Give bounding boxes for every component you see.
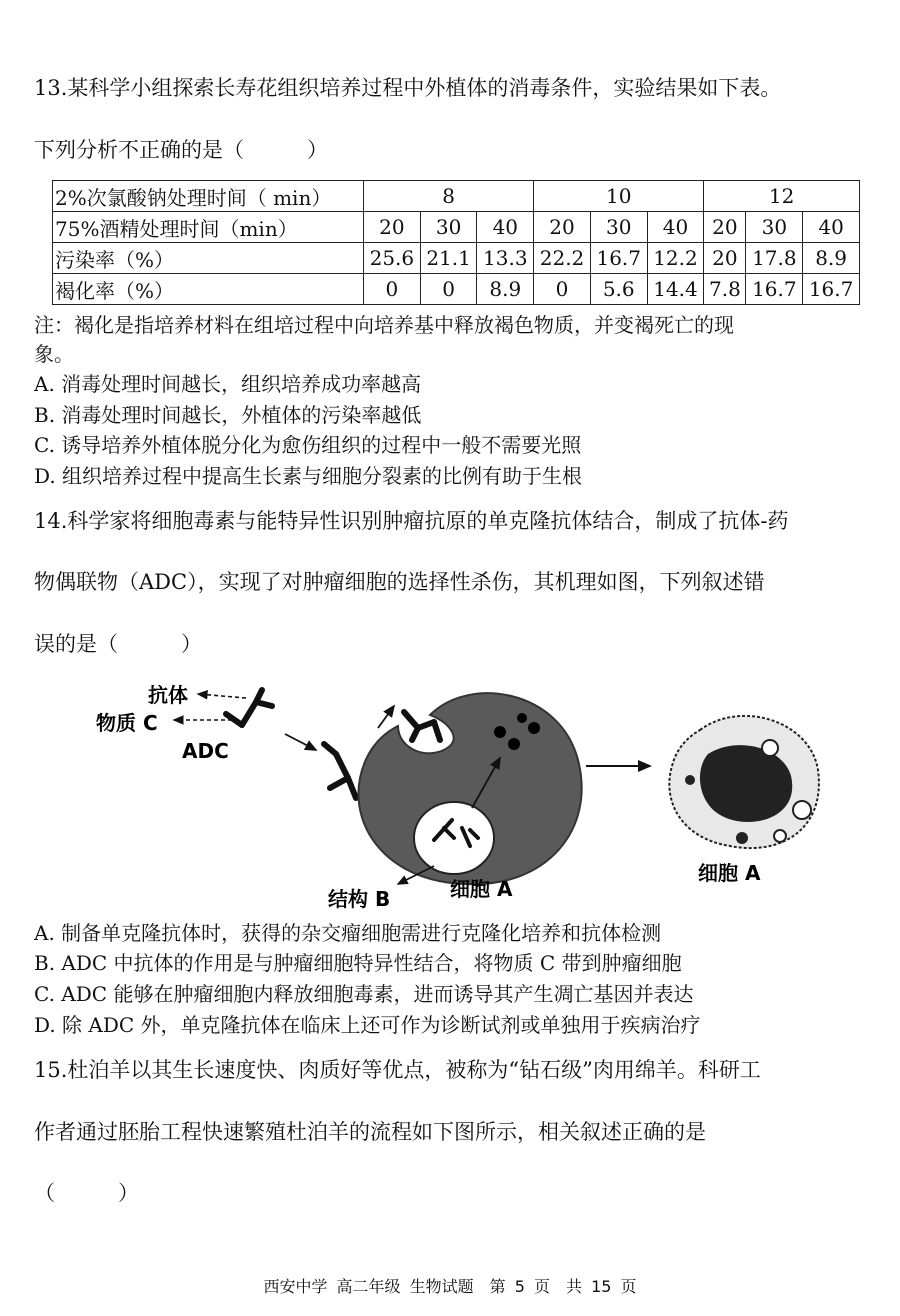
label-cell-a-left: 细胞 A xyxy=(450,877,513,901)
q15-stem-line1: 15.杜泊羊以其生长速度快、肉质好等优点，被称为“钻石级”肉用绵羊。科研工 xyxy=(34,1058,761,1082)
table-cell: 8 xyxy=(364,181,534,212)
table-cell: 0 xyxy=(420,274,477,305)
table-cell: 16.7 xyxy=(590,243,647,274)
label-adc: ADC xyxy=(182,739,229,763)
table-cell: 16.7 xyxy=(803,274,860,305)
table-cell: 16.7 xyxy=(746,274,803,305)
page-footer: 西安中学 高二年级 生物试题 第 5 页 共 15 页 xyxy=(263,1277,637,1296)
table-cell: 13.3 xyxy=(477,243,534,274)
row-label-contamination: 污染率（%） xyxy=(53,243,364,274)
table-row-alcohol xyxy=(53,212,860,243)
table-cell: 20 xyxy=(364,212,421,243)
table-cell: 30 xyxy=(590,212,647,243)
table-cell: 12 xyxy=(704,181,860,212)
label-substance-c: 物质 C xyxy=(96,711,158,735)
q15-stem-line2: 作者通过胚胎工程快速繁殖杜泊羊的流程如下图所示，相关叙述正确的是 xyxy=(34,1120,706,1144)
adc-mechanism-figure xyxy=(0,670,900,920)
row-label-browning: 褐化率（%） xyxy=(53,274,364,305)
table-cell: 0 xyxy=(364,274,421,305)
label-antibody: 抗体 xyxy=(148,683,188,707)
table-cell: 10 xyxy=(534,181,704,212)
q15-stem-line3: （ ） xyxy=(34,1181,139,1205)
label-structure-b: 结构 B xyxy=(328,887,391,911)
table-cell: 22.2 xyxy=(534,243,591,274)
q13-option-d: D. 组织培养过程中提高生长素与细胞分裂素的比例有助于生根 xyxy=(34,464,583,488)
table-row-hypochlorite xyxy=(53,181,860,212)
q13-data-table xyxy=(52,180,860,305)
q13-stem-line1: 13.某科学小组探索长寿花组织培养过程中外植体的消毒条件，实验结果如下表。 xyxy=(34,76,782,100)
label-cell-a-right: 细胞 A xyxy=(698,861,761,885)
table-cell: 0 xyxy=(534,274,591,305)
q14-option-b: B. ADC 中抗体的作用是与肿瘤细胞特异性结合，将物质 C 带到肿瘤细胞 xyxy=(34,951,682,975)
q13-option-c: C. 诱导培养外植体脱分化为愈伤组织的过程中一般不需要光照 xyxy=(34,433,582,457)
table-cell: 40 xyxy=(477,212,534,243)
table-cell: 8.9 xyxy=(477,274,534,305)
arrow-endocytosis xyxy=(378,706,394,728)
q14-option-d: D. 除 ADC 外，单克隆抗体在临床上还可作为诊断试剂或单独用于疾病治疗 xyxy=(34,1013,701,1037)
table-cell: 20 xyxy=(704,243,746,274)
bound-adc-icon xyxy=(324,744,356,798)
table-cell: 40 xyxy=(803,212,860,243)
table-cell: 17.8 xyxy=(746,243,803,274)
q14-option-a: A. 制备单克隆抗体时，获得的杂交瘤细胞需进行克隆化培养和抗体检测 xyxy=(34,921,662,945)
q14-stem-line1: 14.科学家将细胞毒素与能特异性识别肿瘤抗原的单克隆抗体结合，制成了抗体-药 xyxy=(34,509,789,533)
q13-option-a: A. 消毒处理时间越长，组织培养成功率越高 xyxy=(34,372,422,396)
row-label-hypochlorite: 2%次氯酸钠处理时间（ min） xyxy=(53,181,364,212)
table-row-browning xyxy=(53,274,860,305)
table-cell: 8.9 xyxy=(803,243,860,274)
q13-option-b: B. 消毒处理时间越长，外植体的污染率越低 xyxy=(34,403,422,427)
arrow-adc-to-cell xyxy=(285,734,316,750)
q14-stem-line2: 物偶联物（ADC），实现了对肿瘤细胞的选择性杀伤，其机理如图，下列叙述错 xyxy=(34,570,765,594)
table-cell: 25.6 xyxy=(364,243,421,274)
row-label-alcohol: 75%酒精处理时间（min） xyxy=(53,212,364,243)
table-cell: 7.8 xyxy=(704,274,746,305)
apoptotic-cell-a xyxy=(669,716,819,848)
table-cell: 14.4 xyxy=(647,274,704,305)
dashed-arrow-antibody xyxy=(198,694,246,698)
q13-note-line1: 注：褐化是指培养材料在组培过程中向培养基中释放褐色物质，并变褐死亡的现 xyxy=(34,313,734,337)
table-cell: 30 xyxy=(746,212,803,243)
table-cell: 21.1 xyxy=(420,243,477,274)
adc-icon xyxy=(226,690,272,725)
table-cell: 40 xyxy=(647,212,704,243)
table-cell: 5.6 xyxy=(590,274,647,305)
q13-note-line2: 象。 xyxy=(34,342,74,366)
table-cell: 20 xyxy=(704,212,746,243)
table-cell: 20 xyxy=(534,212,591,243)
q14-option-c: C. ADC 能够在肿瘤细胞内释放细胞毒素，进而诱导其产生凋亡基因并表达 xyxy=(34,982,694,1006)
table-cell: 30 xyxy=(420,212,477,243)
table-cell: 12.2 xyxy=(647,243,704,274)
table-row-contamination xyxy=(53,243,860,274)
q14-stem-line3: 误的是（ ） xyxy=(34,632,202,656)
q13-stem-line2: 下列分析不正确的是（ ） xyxy=(34,138,328,162)
